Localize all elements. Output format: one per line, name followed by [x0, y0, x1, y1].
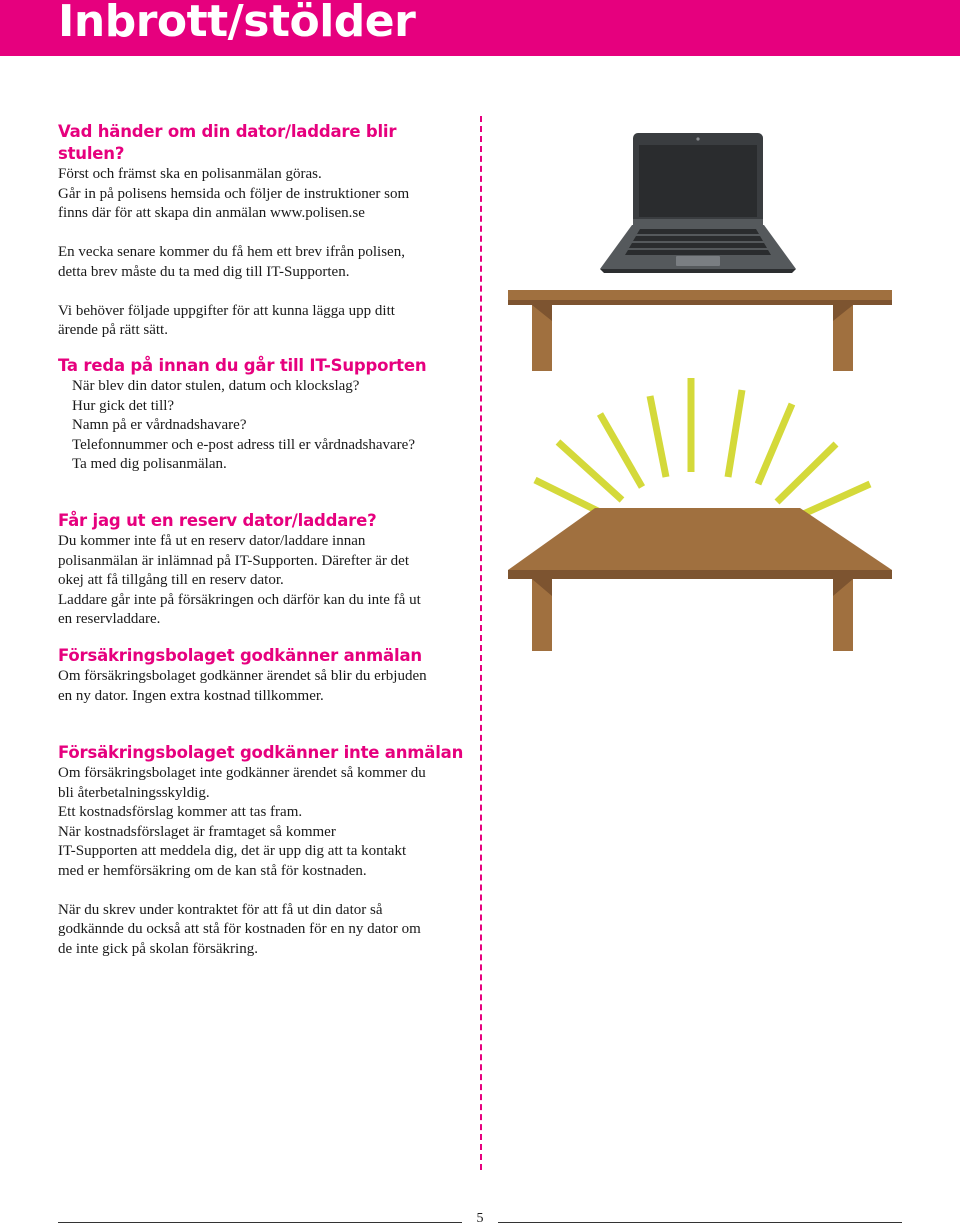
section-find-out: [58, 355, 468, 475]
list-item: Telefonnummer och e-post adress till er vårdnadshavare?: [72, 436, 415, 453]
body-line: Du kommer inte få ut en reserv dator/laddare innan: [58, 533, 366, 549]
column-divider: [480, 116, 482, 1170]
body-line: bli återbetalningsskyldig.: [58, 784, 210, 801]
header-bar: [0, 0, 960, 56]
table-icon: [508, 290, 892, 371]
burst-icon: [535, 378, 870, 520]
table-icon: [508, 508, 892, 651]
body-line: IT-Supporten att meddela dig, det är upp dig att ta kontakt: [58, 843, 407, 859]
body-line: en reservladdare.: [58, 611, 161, 627]
body-line: med er hemförsäkring om de kan stå för kostnaden.: [58, 862, 367, 879]
body-line: godkännde du också att stå för kostnaden för en ny dator om: [58, 921, 421, 937]
page-title: Inbrott/stölder: [58, 0, 416, 47]
body-line: de inte gick på skolan försäkring.: [58, 940, 258, 957]
body-line: finns där för att skapa din anmälan www.polisen.se: [58, 205, 365, 221]
body-line: polisanmälan är inlämnad på IT-Supporten. Därefter är det: [58, 552, 409, 569]
section-heading: Försäkringsbolaget godkänner anmälan: [58, 646, 422, 665]
list-item: Namn på er vårdnadshavare?: [72, 417, 247, 433]
section-heading: Får jag ut en reserv dator/laddare?: [58, 511, 377, 530]
empty-table-illustration: [500, 372, 900, 657]
body-line: detta brev måste du ta med dig till IT-Supporten.: [58, 263, 350, 280]
section-reserve: [58, 510, 468, 630]
body-line: Om försäkringsbolaget godkänner ärendet så blir du erbjuden: [58, 668, 427, 684]
section-heading: Försäkringsbolaget godkänner inte anmälan: [58, 743, 464, 762]
list-item: Ta med dig polisanmälan.: [72, 456, 227, 472]
section-stolen: [58, 121, 468, 341]
body-line: Ett kostnadsförslag kommer att tas fram.: [58, 804, 303, 820]
body-line: Går in på polisens hemsida och följer de instruktioner som: [58, 185, 410, 202]
body-line: Laddare går inte på försäkringen och därför kan du inte få ut: [58, 591, 421, 608]
body-line: Vi behöver följade uppgifter för att kunna lägga upp ditt: [58, 302, 395, 319]
body-line: En vecka senare kommer du få hem ett brev ifrån polisen,: [58, 244, 405, 260]
laptop-icon: [600, 133, 796, 273]
body-line: När du skrev under kontraktet för att få ut din dator så: [58, 901, 383, 918]
body-line: en ny dator. Ingen extra kostnad tillkommer.: [58, 687, 324, 704]
list-item: Hur gick det till?: [72, 397, 175, 414]
section-not-approved: [58, 742, 468, 959]
section-heading: Ta reda på innan du går till IT-Supporten: [58, 356, 427, 375]
body-line: När kostnadsförslaget är framtaget så kommer: [58, 823, 336, 840]
section-approved: [58, 645, 468, 706]
body-line: ärende på rätt sätt.: [58, 322, 168, 338]
laptop-on-table-illustration: [500, 125, 900, 380]
page-number: 5: [476, 1211, 484, 1226]
section-heading: Vad händer om din dator/laddare blir stulen?: [58, 122, 397, 163]
body-line: Om försäkringsbolaget inte godkänner ärendet så kommer du: [58, 765, 426, 781]
footer-rule-left: [58, 1222, 462, 1223]
body-line: okej att få tillgång till en reserv dator.: [58, 572, 284, 588]
body-line: Först och främst ska en polisanmälan göras.: [58, 166, 322, 182]
list-item: När blev din dator stulen, datum och klockslag?: [72, 378, 360, 394]
footer-rule-right: [498, 1222, 902, 1223]
